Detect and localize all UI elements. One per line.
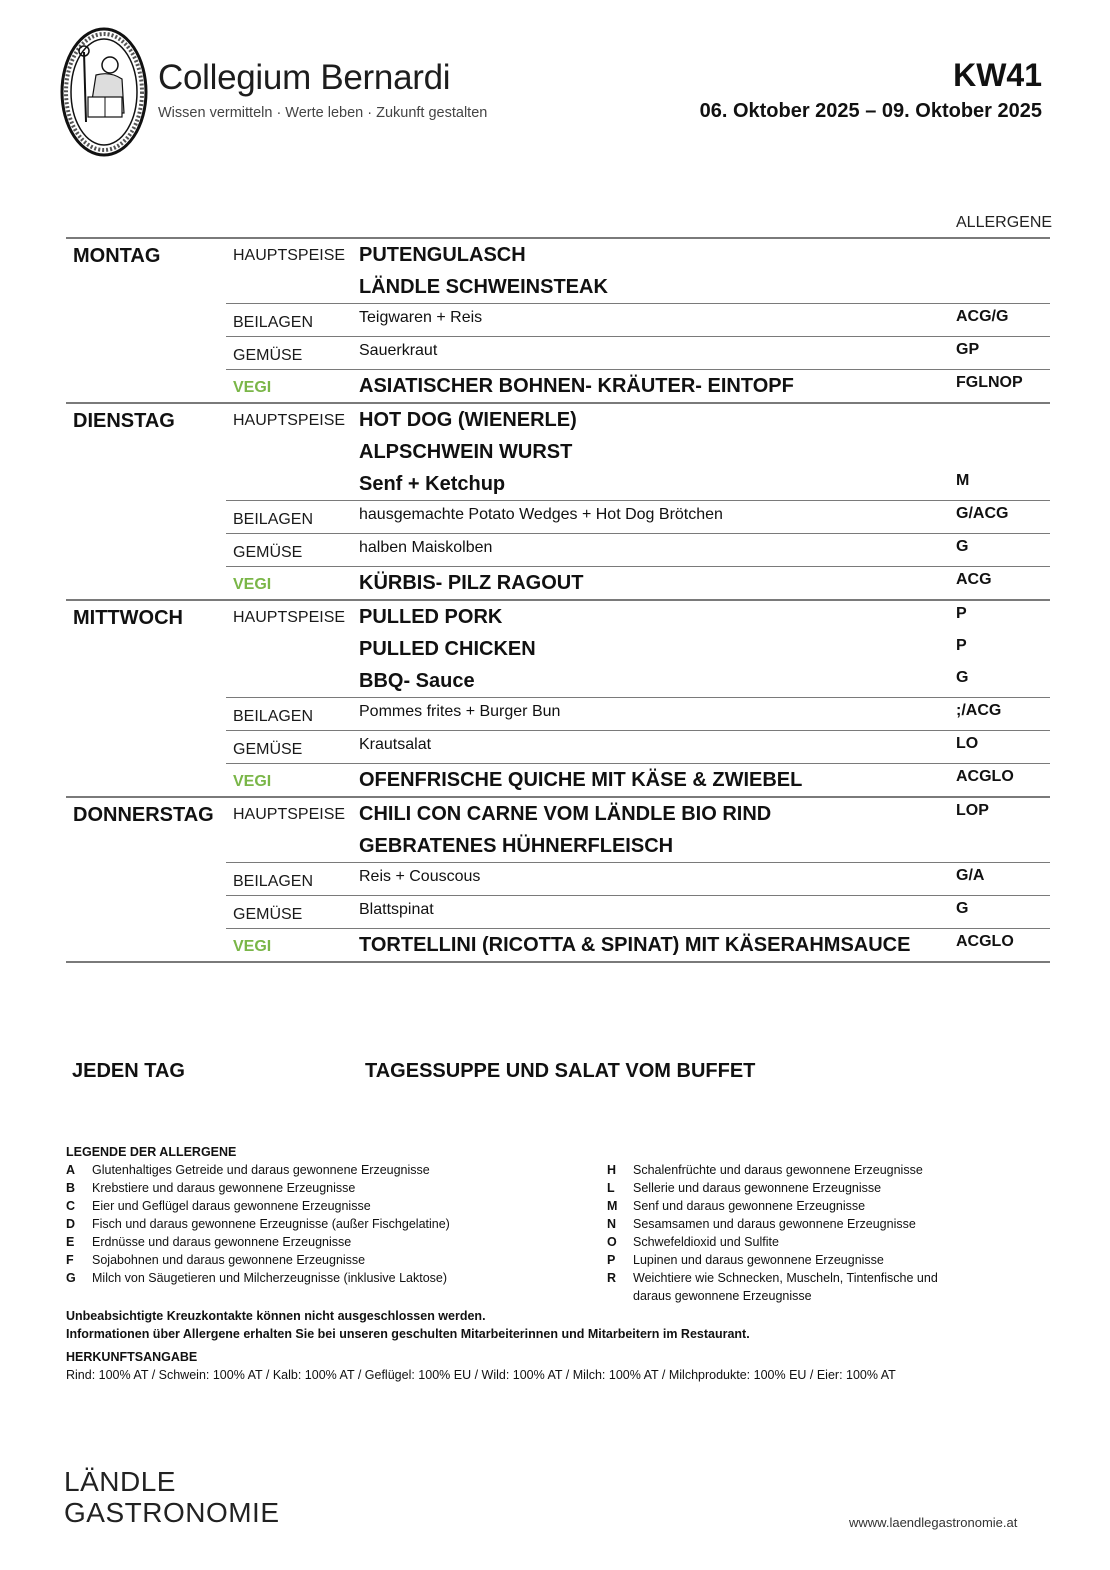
dish-name: BBQ- Sauce: [359, 670, 475, 692]
dish-list: [359, 304, 1050, 336]
day-block-mittwoch: [66, 599, 1050, 796]
dish-item: [359, 271, 1050, 303]
allergen-codes: LO: [956, 735, 979, 752]
daily-label: JEDEN TAG: [72, 1060, 185, 1082]
allergen-description: Glutenhaltiges Getreide und daraus gewonnene Erzeugnisse: [92, 1163, 430, 1177]
dish-item: [359, 436, 1050, 468]
day-block-dienstag: [66, 402, 1050, 599]
dish-list: [359, 731, 1050, 763]
allergen-codes: ACGLO: [956, 768, 1014, 785]
allergen-codes: M: [956, 472, 970, 489]
dish-list: [359, 404, 1050, 500]
dish-name: GEBRATENES HÜHNERFLEISCH: [359, 835, 674, 857]
dish-item: [359, 929, 1050, 961]
category-label: VEGI: [233, 773, 272, 790]
dish-item: [359, 896, 1050, 928]
allergen-codes: G: [956, 538, 969, 555]
allergen-codes: [956, 830, 1050, 862]
dish-list: [359, 601, 1050, 697]
allergen-codes: G: [956, 669, 969, 686]
dish-name: KÜRBIS- PILZ RAGOUT: [359, 572, 584, 594]
dish-name: Sauerkraut: [359, 342, 438, 359]
day-name: MONTAG: [73, 245, 161, 267]
cross-contact-note: Unbeabsichtigte Kreuzkontakte können nicht ausgeschlossen werden.: [66, 1309, 486, 1323]
category-label: GEMÜSE: [233, 741, 303, 758]
legend-title: LEGENDE DER ALLERGENE: [66, 1145, 237, 1159]
legend-item: [66, 1161, 607, 1179]
allergen-key: A: [66, 1163, 76, 1177]
allergen-key: N: [607, 1217, 617, 1231]
allergen-key: D: [66, 1217, 76, 1231]
brand-tagline: Wissen vermitteln · Werte leben · Zukunft gestalten: [158, 105, 488, 121]
legend-item: [607, 1233, 1056, 1251]
legend-item: [66, 1179, 607, 1197]
allergen-description: Sojabohnen und daraus gewonnene Erzeugnisse: [92, 1253, 366, 1267]
category-label: VEGI: [233, 938, 272, 955]
dish-list: [359, 239, 1050, 303]
dish-list: [359, 370, 1050, 402]
dish-name: PULLED CHICKEN: [359, 638, 536, 660]
legend-item: [607, 1161, 1056, 1179]
dish-item: [359, 764, 1050, 796]
allergen-codes: ACG/G: [956, 308, 1009, 325]
dish-name: Krautsalat: [359, 736, 432, 753]
dish-item: [359, 633, 1050, 665]
day-rows: [226, 239, 1050, 402]
legend-columns: [66, 1161, 1056, 1305]
allergen-description: Schwefeldioxid und Sulfite: [633, 1235, 779, 1249]
allergen-description: Fisch und daraus gewonnene Erzeugnisse (außer Fischgelatine): [92, 1217, 450, 1231]
allergen-description: Sesamsamen und daraus gewonnene Erzeugnisse: [633, 1217, 916, 1231]
allergen-codes: [956, 436, 1050, 468]
allergen-key: H: [607, 1163, 617, 1177]
allergen-legend: [66, 1144, 1056, 1384]
category-label: GEMÜSE: [233, 347, 303, 364]
legend-item: [607, 1179, 1056, 1197]
daily-offer: [66, 1058, 1050, 1084]
allergen-key: C: [66, 1199, 76, 1213]
allergen-description: Weichtiere wie Schnecken, Muscheln, Tintenfische und daraus gewonnene Erzeugnisse: [633, 1271, 938, 1303]
category-label: GEMÜSE: [233, 544, 303, 561]
brand-block: [158, 58, 578, 122]
allergen-codes: [956, 404, 1050, 436]
menu-row-vegi: [226, 369, 1050, 402]
category-label: BEILAGEN: [233, 314, 314, 331]
legend-item: [66, 1233, 607, 1251]
dish-name: hausgemachte Potato Wedges + Hot Dog Brötchen: [359, 506, 723, 523]
category-label: HAUPTSPEISE: [233, 412, 346, 429]
dish-item: [359, 239, 1050, 271]
day-name: MITTWOCH: [73, 607, 183, 629]
dish-item: [359, 798, 1050, 830]
dish-name: CHILI CON CARNE VOM LÄNDLE BIO RIND: [359, 803, 772, 825]
menu-row-gemse: [226, 895, 1050, 928]
category-label: BEILAGEN: [233, 708, 314, 725]
allergen-codes: P: [956, 637, 967, 654]
dish-item: [359, 567, 1050, 599]
menu-row-hauptspeise: [226, 239, 1050, 303]
dish-name: ASIATISCHER BOHNEN- KRÄUTER- EINTOPF: [359, 375, 794, 397]
dish-item: [359, 337, 1050, 369]
menu-row-vegi: [226, 566, 1050, 599]
menu-row-hauptspeise: [226, 798, 1050, 862]
menu-row-hauptspeise: [226, 601, 1050, 697]
dish-list: [359, 698, 1050, 730]
category-label: BEILAGEN: [233, 511, 314, 528]
dish-list: [359, 929, 1050, 961]
menu-row-hauptspeise: [226, 404, 1050, 500]
dish-item: [359, 665, 1050, 697]
dish-list: [359, 896, 1050, 928]
allergen-description: Senf und daraus gewonnene Erzeugnisse: [633, 1199, 866, 1213]
legend-item: [66, 1251, 607, 1269]
dish-name: halben Maiskolben: [359, 539, 493, 556]
allergen-description: Milch von Säugetieren und Milcherzeugnisse (inklusive Laktose): [92, 1271, 448, 1285]
allergen-key: L: [607, 1181, 615, 1195]
dish-list: [359, 798, 1050, 862]
menu-row-beilagen: [226, 303, 1050, 336]
menu-row-beilagen: [226, 500, 1050, 533]
allergen-key: O: [607, 1235, 617, 1249]
dish-item: [359, 601, 1050, 633]
allergen-codes: P: [956, 605, 967, 622]
dish-name: OFENFRISCHE QUICHE MIT KÄSE & ZWIEBEL: [359, 769, 803, 791]
date-range: 06. Oktober 2025 – 09. Oktober 2025: [699, 100, 1042, 122]
dish-item: [359, 370, 1050, 402]
allergen-column-header: ALLERGENE: [956, 214, 1053, 231]
day-rows: [226, 601, 1050, 796]
allergen-codes: LOP: [956, 802, 989, 819]
allergen-codes: FGLNOP: [956, 374, 1023, 391]
dish-list: [359, 337, 1050, 369]
brand-name: Collegium Bernardi: [158, 58, 451, 97]
dish-item: [359, 404, 1050, 436]
dish-item: [359, 731, 1050, 763]
legend-column-left: [66, 1161, 607, 1305]
dish-list: [359, 501, 1050, 533]
category-label: VEGI: [233, 379, 272, 396]
laendle-gastronomie-logo: [64, 1466, 280, 1528]
category-label: HAUPTSPEISE: [233, 806, 346, 823]
dish-list: [359, 567, 1050, 599]
dish-name: TORTELLINI (RICOTTA & SPINAT) MIT KÄSERAHMSAUCE: [359, 934, 911, 956]
menu-table: [66, 237, 1050, 963]
allergen-notes: [66, 1307, 1056, 1343]
dish-item: [359, 863, 1050, 895]
dish-name: Pommes frites + Burger Bun: [359, 703, 561, 720]
allergen-info-note: Informationen über Allergene erhalten Sie bei unseren geschulten Mitarbeiterinnen und Mitarbeitern im Restaurant.: [66, 1327, 750, 1341]
menu-row-beilagen: [226, 697, 1050, 730]
allergen-description: Schalenfrüchte und daraus gewonnene Erzeugnisse: [633, 1163, 923, 1177]
abbey-seal-icon: [60, 27, 148, 157]
menu-row-gemse: [226, 730, 1050, 763]
origin-text: Rind: 100% AT / Schwein: 100% AT / Kalb: 100% AT / Geflügel: 100% EU / Wild: 100% AT / Milch: 100% AT / Milchprodukte: 100% EU / Eier: 100% AT: [66, 1368, 896, 1382]
origin-title: HERKUNFTSANGABE: [66, 1350, 198, 1364]
allergen-key: B: [66, 1181, 76, 1195]
allergen-codes: [956, 271, 1050, 303]
allergen-codes: ACG: [956, 571, 992, 588]
dish-name: ALPSCHWEIN WURST: [359, 441, 573, 463]
logo-line-1: LÄNDLE: [64, 1466, 176, 1497]
dish-name: PULLED PORK: [359, 606, 503, 628]
category-label: HAUPTSPEISE: [233, 609, 346, 626]
menu-row-gemse: [226, 336, 1050, 369]
daily-value: TAGESSUPPE UND SALAT VOM BUFFET: [365, 1060, 756, 1082]
allergen-key: M: [607, 1199, 618, 1213]
dish-name: LÄNDLE SCHWEINSTEAK: [359, 276, 608, 298]
dish-list: [359, 863, 1050, 895]
dish-name: HOT DOG (WIENERLE): [359, 409, 577, 431]
day-block-donnerstag: [66, 796, 1050, 963]
menu-row-gemse: [226, 533, 1050, 566]
allergen-key: R: [607, 1271, 617, 1285]
dish-name: Blattspinat: [359, 901, 434, 918]
allergen-codes: G: [956, 900, 969, 917]
allergen-key: G: [66, 1271, 76, 1285]
allergen-description: Lupinen und daraus gewonnene Erzeugnisse: [633, 1253, 884, 1267]
dish-item: [359, 534, 1050, 566]
dish-list: [359, 764, 1050, 796]
allergen-codes: ;/ACG: [956, 702, 1002, 719]
dish-item: [359, 468, 1050, 500]
day-rows: [226, 404, 1050, 599]
dish-item: [359, 830, 1050, 862]
menu-row-beilagen: [226, 862, 1050, 895]
dish-list: [359, 534, 1050, 566]
day-name: DONNERSTAG: [73, 804, 214, 826]
allergen-key: E: [66, 1235, 75, 1249]
allergen-description: Krebstiere und daraus gewonnene Erzeugnisse: [92, 1181, 356, 1195]
day-name: DIENSTAG: [73, 410, 175, 432]
dish-item: [359, 304, 1050, 336]
dish-item: [359, 698, 1050, 730]
allergen-codes: GP: [956, 341, 980, 358]
legend-item: [607, 1251, 1056, 1269]
dish-name: PUTENGULASCH: [359, 244, 526, 266]
week-info: [700, 56, 1042, 124]
allergen-codes: [956, 239, 1050, 271]
category-label: VEGI: [233, 576, 272, 593]
allergen-codes: G/ACG: [956, 505, 1009, 522]
allergen-codes: G/A: [956, 867, 985, 884]
category-label: HAUPTSPEISE: [233, 247, 346, 264]
day-block-montag: [66, 237, 1050, 402]
menu-row-vegi: [226, 928, 1050, 961]
allergen-codes: ACGLO: [956, 933, 1014, 950]
legend-item: [607, 1269, 1056, 1305]
dish-name: Senf + Ketchup: [359, 473, 506, 495]
category-label: GEMÜSE: [233, 906, 303, 923]
dish-item: [359, 501, 1050, 533]
dish-name: Reis + Couscous: [359, 868, 481, 885]
allergen-key: F: [66, 1253, 74, 1267]
website-link[interactable]: wwww.laendlegastronomie.at: [849, 1515, 1018, 1530]
legend-item: [66, 1215, 607, 1233]
legend-item: [607, 1215, 1056, 1233]
allergen-description: Erdnüsse und daraus gewonnene Erzeugnisse: [92, 1235, 352, 1249]
category-label: BEILAGEN: [233, 873, 314, 890]
calendar-week: KW41: [953, 57, 1042, 93]
allergen-description: Eier und Geflügel daraus gewonnene Erzeugnisse: [92, 1199, 371, 1213]
legend-item: [66, 1269, 607, 1287]
legend-item: [66, 1197, 607, 1215]
legend-column-right: [607, 1161, 1056, 1305]
logo-line-2: GASTRONOMIE: [64, 1497, 280, 1528]
allergen-description: Sellerie und daraus gewonnene Erzeugnisse: [633, 1181, 882, 1195]
legend-item: [607, 1197, 1056, 1215]
menu-row-vegi: [226, 763, 1050, 796]
allergen-key: P: [607, 1253, 616, 1267]
dish-name: Teigwaren + Reis: [359, 309, 483, 326]
day-rows: [226, 798, 1050, 961]
